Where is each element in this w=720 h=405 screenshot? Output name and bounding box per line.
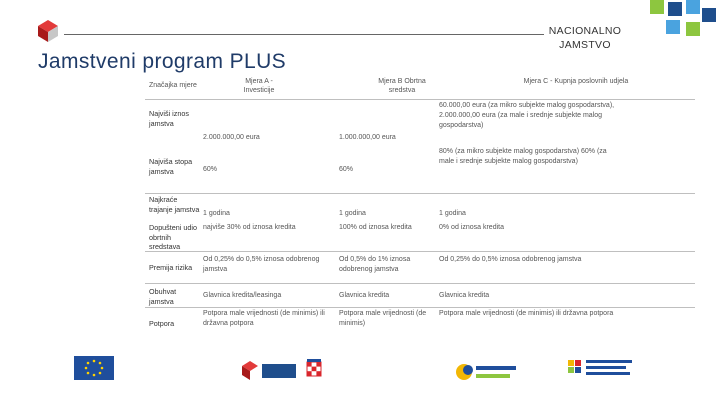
row-label-coverage: Obuhvat jamstva bbox=[149, 287, 177, 306]
footer-logos bbox=[60, 350, 660, 390]
hamag-cube-logo-icon bbox=[34, 18, 64, 44]
row-coverage-a: Glavnica kredita/leasinga bbox=[203, 292, 282, 299]
row-label-min-duration: Najkraće trajanje jamstva bbox=[149, 195, 200, 214]
program-table bbox=[145, 73, 695, 338]
column-header-feature: Značajka mjere bbox=[149, 82, 197, 89]
row-support-b: Potpora male vrijednosti (de minimis) bbox=[339, 310, 427, 327]
row-max-rate-a: 60% bbox=[203, 166, 218, 173]
org-label: NACIONALNO JAMSTVO bbox=[548, 25, 622, 51]
row-label-max-amount: Najviši iznos jamstva bbox=[149, 109, 189, 128]
eu-flag-icon bbox=[74, 356, 114, 380]
row-coverage-b: Glavnica kredita bbox=[339, 292, 390, 299]
column-header-c: Mjera C - Kupnja poslovnih udjela bbox=[523, 78, 629, 85]
row-max-rate-c: 80% (za mikro subjekte malog gospodarstva) 60% (za male i srednje subjekte malog gospodarstva) bbox=[439, 148, 607, 165]
header-rule bbox=[64, 34, 544, 35]
row-label-support: Potpora bbox=[149, 319, 175, 328]
column-header-a: Mjera A - Investicije bbox=[243, 78, 275, 94]
row-max-rate-b: 60% bbox=[339, 166, 354, 173]
row-working-capital-b: 100% od iznosa kredita bbox=[339, 224, 412, 231]
row-working-capital-a: najviše 30% od iznosa kredita bbox=[203, 224, 296, 231]
row-label-working-capital: Dopušteni udio obrtnih sredstava bbox=[149, 223, 197, 251]
row-support-a: Potpora male vrijednosti (de minimis) ili državna potpora bbox=[203, 310, 325, 327]
row-max-amount-b: 1.000.000,00 eura bbox=[339, 134, 396, 141]
row-support-c: Potpora male vrijednosti (de minimis) ili državna potpora bbox=[439, 310, 614, 317]
row-risk-premium-a: Od 0,25% do 0,5% iznosa odobrenog jamstva bbox=[203, 256, 320, 273]
eu-funds-logo bbox=[454, 360, 518, 384]
row-min-duration-b: 1 godina bbox=[339, 210, 366, 217]
column-header-b: Mjera B Obrtna sredstva bbox=[378, 78, 426, 94]
hamag-bicro-logo bbox=[240, 358, 300, 386]
row-max-amount-c: 60.000,00 eura (za mikro subjekte malog gospodarstva), 2.000.000,00 eura (za male i srednje subjekte malog gospodarstva) bbox=[439, 102, 615, 129]
row-risk-premium-b: Od 0,5% do 1% iznosa odobrenog jamstva bbox=[339, 256, 411, 273]
row-label-risk-premium: Premija rizika bbox=[149, 263, 193, 272]
row-min-duration-c: 1 godina bbox=[439, 210, 466, 217]
croatia-coat-of-arms-icon bbox=[306, 358, 322, 380]
decorative-squares bbox=[640, 0, 720, 44]
row-label-max-rate: Najviša stopa jamstva bbox=[149, 157, 193, 176]
row-risk-premium-c: Od 0,25% do 0,5% iznosa odobrenog jamstva bbox=[439, 256, 582, 263]
row-min-duration-a: 1 godina bbox=[203, 210, 230, 217]
row-coverage-c: Glavnica kredita bbox=[439, 292, 490, 299]
page-title: Jamstveni program PLUS bbox=[38, 50, 287, 73]
row-working-capital-c: 0% od iznosa kredita bbox=[439, 224, 504, 231]
operational-programme-logo bbox=[566, 356, 636, 384]
row-max-amount-a: 2.000.000,00 eura bbox=[203, 134, 260, 141]
